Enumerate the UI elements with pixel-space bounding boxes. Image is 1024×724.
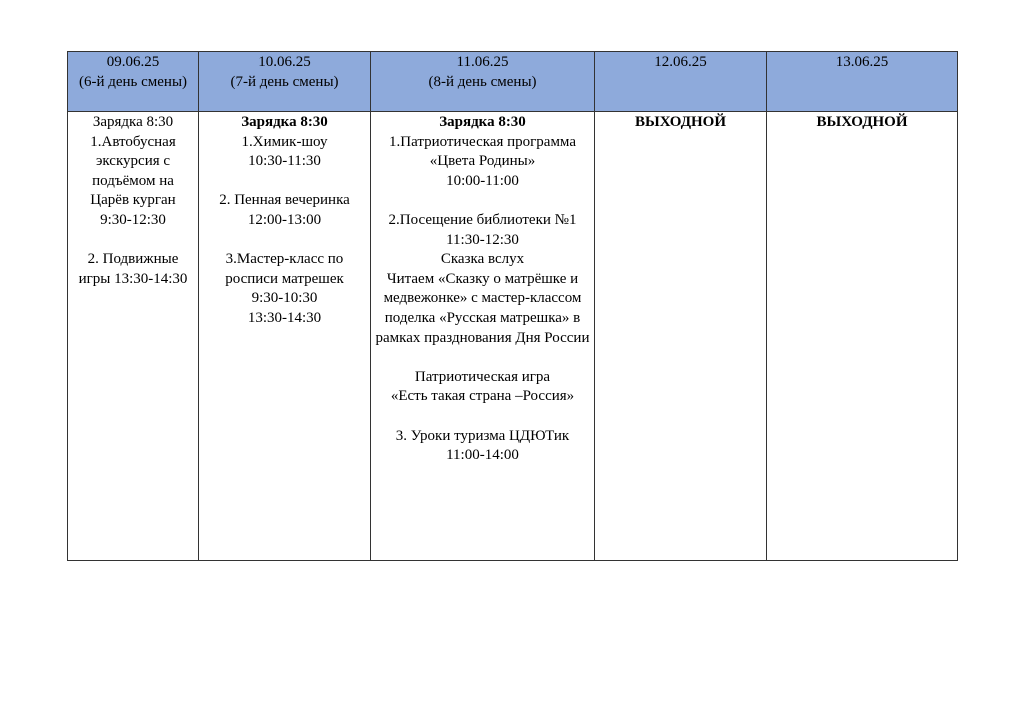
spacer bbox=[202, 231, 367, 251]
activity-title: 2. Пенная вечеринка bbox=[219, 192, 350, 209]
activity-subtitle: Патриотическая игра bbox=[414, 368, 551, 385]
header-day-2 bbox=[199, 52, 371, 112]
exercise-text: Зарядка 8:30 bbox=[241, 114, 328, 130]
activities-day-1 bbox=[68, 112, 199, 561]
header-shift-note: (6-й день смены) bbox=[78, 73, 188, 90]
activity-time: 10:00-11:00 bbox=[446, 172, 519, 189]
activity-subtitle: Сказка вслух bbox=[440, 251, 525, 268]
spacer bbox=[202, 172, 367, 192]
spacer bbox=[71, 231, 195, 251]
activity-time: 9:30-12:30 bbox=[100, 211, 166, 228]
header-date: 13.06.25 bbox=[835, 54, 889, 70]
activities-row bbox=[68, 112, 958, 561]
exercise-text: Зарядка 8:30 bbox=[439, 114, 526, 130]
schedule-header bbox=[68, 52, 958, 112]
spacer bbox=[374, 407, 591, 427]
activity-time: 13:30-14:30 bbox=[247, 309, 322, 326]
spacer bbox=[374, 348, 591, 368]
activity-time: 9:30-10:30 bbox=[251, 290, 318, 307]
activities-day-4 bbox=[595, 112, 767, 561]
activity-title: 2. Подвижные игры 13:30-14:30 bbox=[78, 251, 188, 287]
schedule-body bbox=[68, 112, 958, 561]
header-shift-note: (7-й день смены) bbox=[230, 73, 339, 90]
activity-title: 1.Патриотическая программа «Цвета Родины» bbox=[389, 133, 576, 170]
activity-title: 3.Мастер-класс по росписи матрешек bbox=[225, 251, 344, 287]
header-date: 11.06.25 bbox=[456, 54, 509, 70]
activities-day-2 bbox=[199, 112, 371, 561]
schedule-table bbox=[67, 51, 958, 561]
activity-time: 12:00-13:00 bbox=[247, 211, 322, 228]
activity-title: 1.Химик-шоу bbox=[241, 133, 328, 150]
activity-title: 1.Автобусная экскурсия с подъёмом на Царёв курган bbox=[90, 133, 176, 209]
activity-time: 11:00-14:00 bbox=[446, 447, 519, 464]
header-date: 12.06.25 bbox=[654, 54, 707, 70]
activities-day-5 bbox=[767, 112, 958, 561]
day-off-label: ВЫХОДНОЙ bbox=[816, 114, 908, 130]
activities-day-3 bbox=[371, 112, 595, 561]
activity-title: 2.Посещение библиотеки №1 bbox=[388, 211, 577, 228]
activity-description: «Есть такая страна –Россия» bbox=[390, 388, 575, 405]
header-row bbox=[68, 52, 958, 112]
activity-time: 11:30-12:30 bbox=[446, 231, 519, 248]
activity-title: 3. Уроки туризма ЦДЮТик bbox=[395, 427, 570, 444]
header-date: 09.06.25 bbox=[106, 54, 160, 70]
header-day-1 bbox=[68, 52, 199, 112]
exercise-text: Зарядка 8:30 bbox=[92, 114, 174, 130]
activity-time: 10:30-11:30 bbox=[248, 153, 321, 170]
header-day-3 bbox=[371, 52, 595, 112]
header-shift-note: (8-й день смены) bbox=[428, 73, 537, 90]
spacer bbox=[374, 191, 591, 211]
activity-description: Читаем «Сказку о матрёшке и медвежонке» с мастер-классом bbox=[383, 270, 582, 307]
day-off-label: ВЫХОДНОЙ bbox=[634, 114, 727, 130]
header-day-4 bbox=[595, 52, 767, 112]
header-date: 10.06.25 bbox=[258, 54, 311, 70]
activity-description: поделка «Русская матрешка» в рамках празднования Дня России bbox=[375, 309, 590, 346]
header-day-5 bbox=[767, 52, 958, 112]
